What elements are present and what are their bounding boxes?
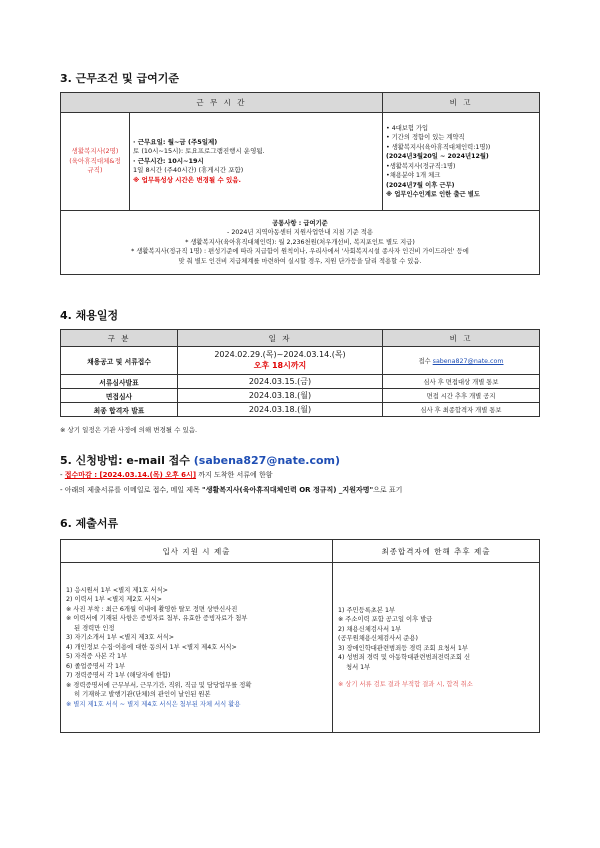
table-row — [61, 347, 540, 375]
schedule-header-note: 비 고 — [383, 330, 540, 347]
schedule-note: 심사 후 면접대상 개별 통보 — [383, 375, 540, 389]
list-item: ※ 이력서에 기재된 사항은 증빙자료 첨부, 유효한 증빙자료가 첨부 — [66, 615, 248, 623]
schedule-date — [178, 347, 383, 375]
position-line: (육아휴직대체&정 — [69, 156, 121, 165]
note-cell — [383, 113, 540, 211]
note-line: ※ 업무인수인계로 인한 출근 별도 — [386, 191, 480, 198]
work-time-cell — [130, 113, 383, 211]
list-item: 3) 장애인학대관련범죄등 경력 조회 요청서 1부 — [338, 644, 468, 652]
list-item: 청서 1부 — [346, 663, 371, 671]
list-item: 1) 응시원서 1부 <별지 제1호 서식> — [66, 586, 168, 594]
list-item: 4) 개인정보 수집·이용에 대한 동의서 1부 <별지 제4호 서식> — [66, 643, 237, 651]
salary-title: 공통사항 : 급여기준 — [272, 219, 328, 227]
work-line: · 근무요일: 월~금 (주5일제) — [133, 137, 218, 146]
work-line: 토 (10시~15시): 토요프로그램진행시 운영됨. — [133, 147, 265, 156]
form-note: ※ 별지 제1호 서식 ~ 별지 제4호 서식은 첨부된 자체 서식 활용 — [66, 700, 241, 708]
list-item: 6) 졸업증명서 각 1부 — [66, 662, 126, 670]
section5-title — [60, 452, 340, 468]
deadline-prefix: - — [60, 471, 65, 479]
table-row — [61, 403, 540, 417]
note-line: • 생활복지사(육아휴직대체인력:1명)) — [386, 143, 491, 151]
list-item: ※ 사진 부착 : 최근 6개월 이내에 촬영한 탈모 정면 상반신사진 — [66, 605, 238, 613]
position-line: 규직) — [87, 166, 103, 175]
schedule-date: 2024.03.15.(금) — [178, 375, 383, 389]
salary-line: * 생활복지사(육아휴직대체인력): 월 2,236천원(처우개선비, 복지포인트 별도 지급) — [185, 238, 415, 246]
list-item: 2) 채용신체검사서 1부 — [338, 625, 402, 633]
note-line: • 4대보험 가입 — [386, 124, 429, 132]
position-line: 생활복지사(2명) — [71, 147, 119, 156]
mail-subject-line — [60, 485, 540, 495]
schedule-note-prefix: 접수 — [418, 358, 433, 365]
deadline-rest: 까지 도착한 서류에 한함 — [196, 471, 273, 479]
list-item: 2) 이력서 1부 <별지 제2호 서식> — [66, 596, 162, 604]
note-line: (2024년7월 이후 근무) — [386, 181, 455, 189]
schedule-note: 면접 시간 추후 개별 공지 — [383, 389, 540, 403]
schedule-table — [60, 329, 540, 417]
salary-line: 맞 춰 별도 인건비 지급체계를 마련하여 실시할 경우, 지원 단가등을 달리 적용할 수 있음. — [178, 257, 422, 265]
note-line: (2024년3월20일 ~ 2024년12월) — [386, 153, 489, 160]
documents-header-final: 최종합격자에 한해 추후 제출 — [333, 540, 540, 563]
note-line: • 기간의 정함이 있는 계약직 — [386, 134, 465, 141]
schedule-date-deadline: 오후 18시까지 — [253, 360, 307, 370]
work-conditions-table — [60, 92, 540, 275]
section6-title: 6. 제출서류 — [60, 517, 119, 530]
table-row — [61, 375, 540, 389]
final-documents-cell — [333, 563, 540, 733]
work-line: · 근무시간: 10시~19시 — [133, 156, 204, 165]
work-line: 1일 8시간 (주40시간) (휴게시간 포함) — [133, 166, 244, 175]
email-link[interactable]: sabena827@nate.com — [432, 358, 504, 365]
list-item: ※ 주소이력 포함 공고일 이후 발급 — [338, 616, 433, 623]
schedule-label: 채용공고 및 서류접수 — [61, 347, 178, 375]
section5-email[interactable]: (sabena827@nate.com) — [193, 454, 341, 467]
schedule-date: 2024.03.18.(월) — [178, 403, 383, 417]
note-line: •채용분야 1개 체크 — [386, 172, 441, 179]
salary-line: * 생활복지사(정규직 1명) : 편성기준에 따라 지급함이 원칙이나, 우리사에서 '사회복지시설 종사자 인건비 가이드라인' 등에 — [131, 248, 469, 256]
apply-documents-cell — [61, 563, 333, 733]
deadline-label: 접수마감 : [2024.03.14.(목) 오후 6시] — [64, 471, 197, 479]
work-line: ※ 업무특성상 시간은 변경될 수 있음. — [133, 175, 242, 184]
schedule-footnote: ※ 상기 일정은 기관 사정에 의해 변경될 수 있음. — [60, 426, 198, 434]
schedule-note — [383, 347, 540, 375]
schedule-date: 2024.03.18.(월) — [178, 389, 383, 403]
documents-table — [60, 539, 540, 733]
schedule-label: 서류심사발표 — [61, 375, 178, 389]
subject-suffix: 으로 표기 — [373, 486, 403, 494]
subject-format: "생활복지사(육아휴직대체인력 OR 정규직) _지원자명" — [202, 486, 374, 494]
list-item: 4) 성범죄 경력 및 아동학대관련범죄전력조회 신 — [338, 654, 471, 661]
salary-cell — [61, 211, 540, 275]
subject-prefix: - 아래의 제출서류를 이메일로 접수, 메일 제목 — [60, 486, 203, 494]
schedule-note: 심사 후 최종합격자 개별 통보 — [383, 403, 540, 417]
list-item: 히 기재하고 발행기관(단체)의 관인이 날인된 원본 — [74, 691, 211, 699]
note-header: 비 고 — [383, 93, 540, 113]
documents-header-apply: 입사 지원 시 제출 — [61, 540, 333, 563]
list-item: 5) 자격증 사본 각 1부 — [66, 653, 128, 661]
work-time-header: 근 무 시 간 — [61, 93, 383, 113]
note-line: •생활복지사(정규직:1명) — [386, 162, 456, 170]
section3-title: 3. 근무조건 및 급여기준 — [60, 72, 179, 85]
list-item: ※ 경력증명서에 근무부서, 근무기간, 직위, 직급 및 담당업무를 정확 — [66, 681, 252, 689]
section4-title: 4. 채용일정 — [60, 309, 119, 322]
schedule-label: 최종 합격자 발표 — [61, 403, 178, 417]
list-item: (공무원채용신체검사서 준용) — [338, 635, 418, 642]
section5-title-text: 5. 신청방법: e-mail 접수 — [60, 454, 194, 467]
deadline-line — [60, 470, 540, 480]
position-cell — [61, 113, 130, 211]
list-item: 7) 경력증명서 각 1부 (해당자에 한함) — [66, 672, 171, 680]
schedule-header-date: 일 자 — [178, 330, 383, 347]
list-item: 된 경력만 인정 — [74, 624, 115, 632]
list-item: 3) 자기소개서 1부 <별지 제3호 서식> — [66, 634, 175, 642]
schedule-date-text: 2024.02.29.(목)~2024.03.14.(목) — [214, 350, 346, 360]
table-row — [61, 389, 540, 403]
schedule-label: 면접심사 — [61, 389, 178, 403]
cancel-note: ※ 상기 서류 검토 결과 부적합 결과 시, 합격 취소 — [338, 681, 473, 688]
schedule-header-type: 구 분 — [61, 330, 178, 347]
salary-line: - 2024년 지역아동센터 지원사업안내 지침 기준 적용 — [227, 229, 373, 237]
list-item: 1) 주민등록초본 1부 — [338, 606, 396, 614]
